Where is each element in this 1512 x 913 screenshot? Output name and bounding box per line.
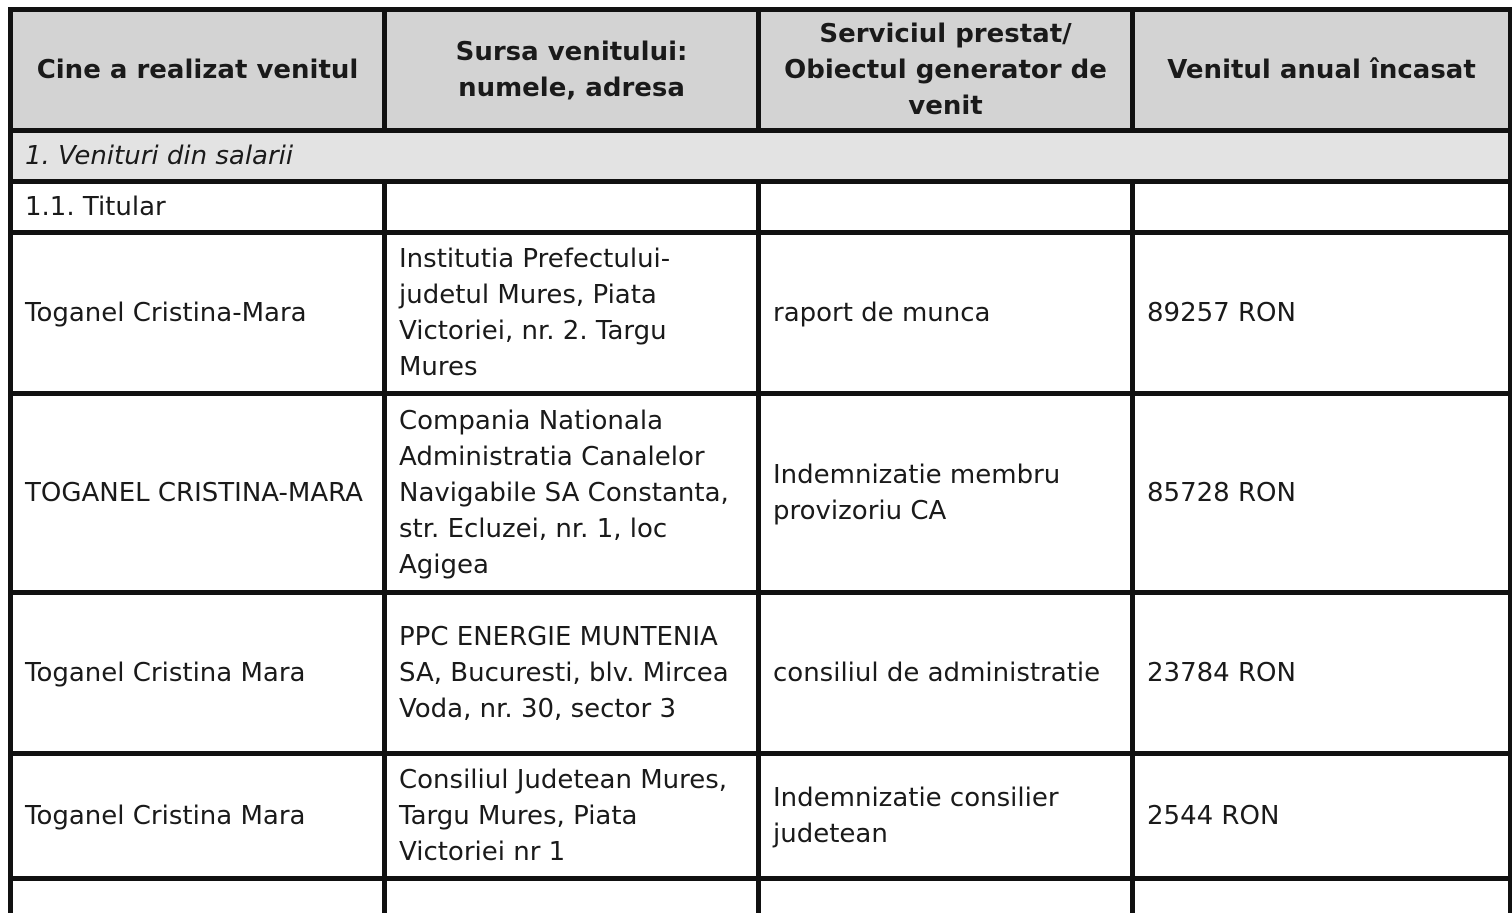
section-title: 1. Venituri din salarii xyxy=(11,131,1511,182)
cell-income: 2544 RON xyxy=(1133,754,1511,879)
table-row xyxy=(11,754,1511,879)
cell-income: 85728 RON xyxy=(1133,394,1511,593)
cell-who: Toganel Cristina Mara xyxy=(11,593,385,754)
table-row xyxy=(11,233,1511,394)
cell-source: PPC ENERGIE MUNTENIA SA, Bucuresti, blv. Mircea Voda, nr. 30, sector 3 xyxy=(385,593,759,754)
cell-service: Indemnizatie consilier judetean xyxy=(759,754,1133,879)
cell-source: Consiliul Judetean Mures, Targu Mures, Piata Victoriei nr 1 xyxy=(385,754,759,879)
cell-source: Compania Nationala Administratia Canalelor Navigabile SA Constanta, str. Ecluzei, nr. 1, loc Agigea xyxy=(385,394,759,593)
section-row xyxy=(11,131,1511,182)
cell-who: Toganel Cristina-Mara xyxy=(11,233,385,394)
empty-cell xyxy=(11,879,385,913)
income-table xyxy=(8,7,1512,913)
table-row xyxy=(11,394,1511,593)
table-row-partial xyxy=(11,879,1511,913)
table-row xyxy=(11,593,1511,754)
cell-who: TOGANEL CRISTINA-MARA xyxy=(11,394,385,593)
header-who: Cine a realizat venitul xyxy=(11,10,385,131)
empty-cell xyxy=(1133,879,1511,913)
empty-cell xyxy=(385,182,759,233)
header-service: Serviciul prestat/ Obiectul generator de venit xyxy=(759,10,1133,131)
cell-who: Toganel Cristina Mara xyxy=(11,754,385,879)
cell-service: Indemnizatie membru provizoriu CA xyxy=(759,394,1133,593)
cell-source: Institutia Prefectului-judetul Mures, Piata Victoriei, nr. 2. Targu Mures xyxy=(385,233,759,394)
empty-cell xyxy=(385,879,759,913)
header-source: Sursa venitului: numele, adresa xyxy=(385,10,759,131)
header-row xyxy=(11,10,1511,131)
subsection-title: 1.1. Titular xyxy=(11,182,385,233)
empty-cell xyxy=(759,182,1133,233)
cell-service: raport de munca xyxy=(759,233,1133,394)
empty-cell xyxy=(1133,182,1511,233)
cell-income: 23784 RON xyxy=(1133,593,1511,754)
subsection-row xyxy=(11,182,1511,233)
empty-cell xyxy=(759,879,1133,913)
header-income: Venitul anual încasat xyxy=(1133,10,1511,131)
cell-service: consiliul de administratie xyxy=(759,593,1133,754)
cell-income: 89257 RON xyxy=(1133,233,1511,394)
